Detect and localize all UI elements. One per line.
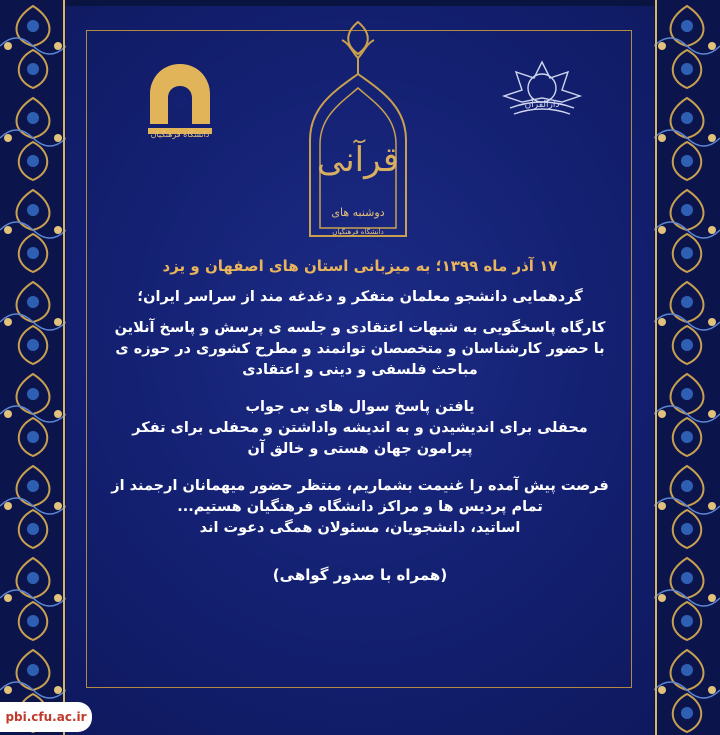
right-logo-caption: دارالقرآن — [524, 100, 560, 110]
certificate-line: (همراه با صدور گواهی) — [272, 566, 448, 584]
center-logo-footer: دانشگاه فرهنگیان — [332, 228, 384, 236]
quranic-mondays-logo — [290, 10, 426, 246]
farhangian-university-logo — [140, 58, 220, 148]
site-watermark: pbi.cfu.ac.ir — [0, 702, 92, 732]
event-date-line: ۱۷ آذر ماه ۱۳۹۹؛ به میزبانی استان های اصفهان و یزد — [162, 257, 558, 275]
invitation-line-3: اساتید، دانشجویان، مسئولان همگی دعوت اند — [199, 520, 521, 536]
purpose-line-2: محفلی برای اندیشیدن و به اندیشه واداشتن و محفلی برای تفکر — [132, 420, 588, 436]
dar-al-quran-logo — [492, 58, 592, 148]
workshop-line-3: مباحث فلسفی و دینی و اعتقادی — [242, 362, 478, 378]
top-strip — [0, 0, 720, 6]
center-logo-title: قرآنی — [316, 140, 400, 180]
center-logo-subtitle: دوشنبه های — [331, 206, 385, 219]
gathering-line: گردهمایی دانشجو معلمان متفکر و دغدغه مند از سراسر ایران؛ — [137, 289, 583, 305]
left-ornament-border — [0, 0, 66, 735]
right-ornament-border — [654, 0, 720, 735]
workshop-line-2: با حضور کارشناسان و متخصصان توانمند و مطرح کشوری در حوزه ی — [115, 341, 605, 357]
purpose-line-1: یافتن پاسخ سوال های بی جواب — [245, 399, 475, 415]
invitation-line-1: فرصت پیش آمده را غنیمت بشماریم، منتظر حضور میهمانان ارجمند از — [111, 478, 609, 494]
announcement-text — [100, 256, 620, 586]
workshop-line-1: کارگاه پاسخگویی به شبهات اعتقادی و جلسه ی پرسش و پاسخ آنلاین — [114, 320, 606, 336]
left-logo-caption: دانشگاه فرهنگیان — [150, 130, 210, 139]
purpose-line-3: پیرامون جهان هستی و خالق آن — [247, 441, 473, 457]
invitation-line-2: تمام پردیس ها و مراکز دانشگاه فرهنگیان هستیم... — [177, 499, 543, 515]
